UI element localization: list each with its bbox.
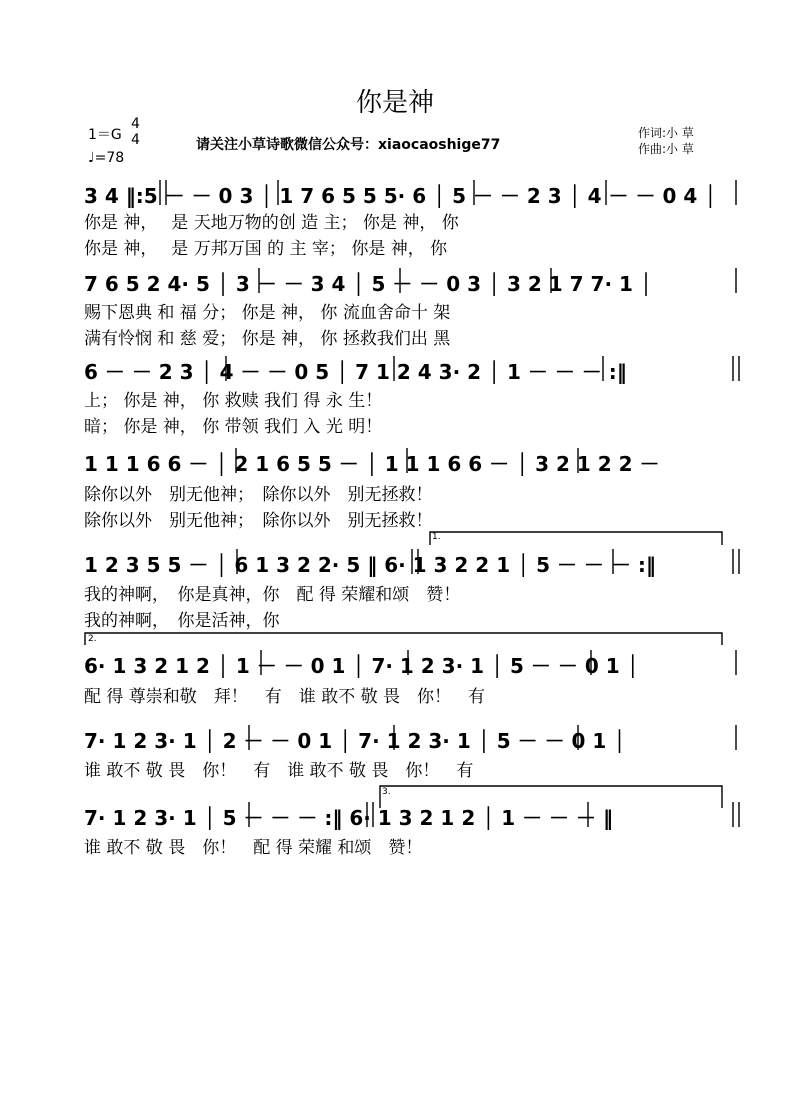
lyrics-5-verse-1: 我的神啊， 你是真神，你 配 得 荣耀和颂 赞！ [84,585,461,605]
lyrics-2-verse-1: 赐下恩典 和 福 分； 你是 神， 你 流血舍命十 架 [84,303,451,323]
tempo-value: =78 [94,150,125,166]
volta-2: 2. [88,634,97,644]
time-signature-top: 4 [131,116,140,132]
lyricist-credit: 作词:小 草 [638,126,694,140]
lyrics-6: 配 得 尊崇和敬 拜！ 有 谁 敢不 敬 畏 你！ 有 [84,687,486,707]
wechat-notice: 请关注小草诗歌微信公众号：xiaocaoshige77 [196,137,501,153]
quarter-note-icon: ♩ [88,150,95,166]
composer-credit: 作曲:小 草 [638,142,694,156]
lyrics-7: 谁 敢不 敬 畏 你！ 有 谁 敢不 敬 畏 你！ 有 [84,761,474,781]
lyrics-3-verse-1: 上； 你是 神， 你 救赎 我们 得 永 生！ [84,391,383,411]
lyrics-4-verse-1: 除你以外 别无他神； 除你以外 别无拯救！ [84,485,433,505]
key-signature: 1＝G [88,127,122,143]
lyrics-3-verse-2: 暗； 你是 神， 你 带领 我们 入 光 明！ [84,417,383,437]
page-title: 你是神 [355,88,434,118]
volta-1: 1. [432,532,441,542]
lyrics-1-verse-2: 你是 神， 是 万邦万国 的 主 宰； 你是 神， 你 [84,239,448,259]
volta-3: 3. [382,787,391,797]
notes-line-5: 1 2 3 5 5 － │ 6 1 3 2 2· 5 ‖ 6· 1 3 2 2 1 │ 5 － － － :‖ [84,553,656,577]
lyrics-8: 谁 敢不 敬 畏 你！ 配 得 荣耀 和颂 赞！ [84,838,423,858]
notes-line-8: 7· 1 2 3· 1 │ 5 － － － :‖ 6· 1 3 2 1 2 │ 1 － － － ‖ [84,806,613,830]
notes-line-1: 3 4 ‖:5 － － 0 3 │ 1 7 6 5 5 5· 6 │ 5 － － 2 3 │ 4 － － 0 4 │ [84,184,717,208]
notes-line-4: 1 1 1 6 6 － │ 2 1 6 5 5 － │ 1 1 1 6 6 － │ 3 2 1 2 2 － [84,452,660,476]
notes-line-3: 6 － － 2 3 │ 4 － － 0 5 │ 7 1 2 4 3· 2 │ 1 － － － :‖ [84,360,627,384]
notes-line-2: 7 6 5 2 4· 5 │ 3 － － 3 4 │ 5 － － 0 3 │ 3 2 1 7 7· 1 │ [84,272,652,296]
lyrics-5-verse-2: 我的神啊， 你是活神，你 [84,611,280,631]
lyrics-2-verse-2: 满有怜悯 和 慈 爱； 你是 神， 你 拯救我们出 黑 [84,329,451,349]
lyrics-4-verse-2: 除你以外 别无他神； 除你以外 别无拯救！ [84,511,433,531]
lyrics-1-verse-1: 你是 神， 是 天地万物的创 造 主； 你是 神， 你 [84,213,459,233]
time-signature-bottom: 4 [131,132,140,148]
notes-line-7: 7· 1 2 3· 1 │ 2 － － 0 1 │ 7· 1 2 3· 1 │ 5 － － 0 1 │ [84,729,626,753]
notes-line-6: 6· 1 3 2 1 2 │ 1 － － 0 1 │ 7· 1 2 3· 1 │ 5 － － 0 1 │ [84,654,639,678]
